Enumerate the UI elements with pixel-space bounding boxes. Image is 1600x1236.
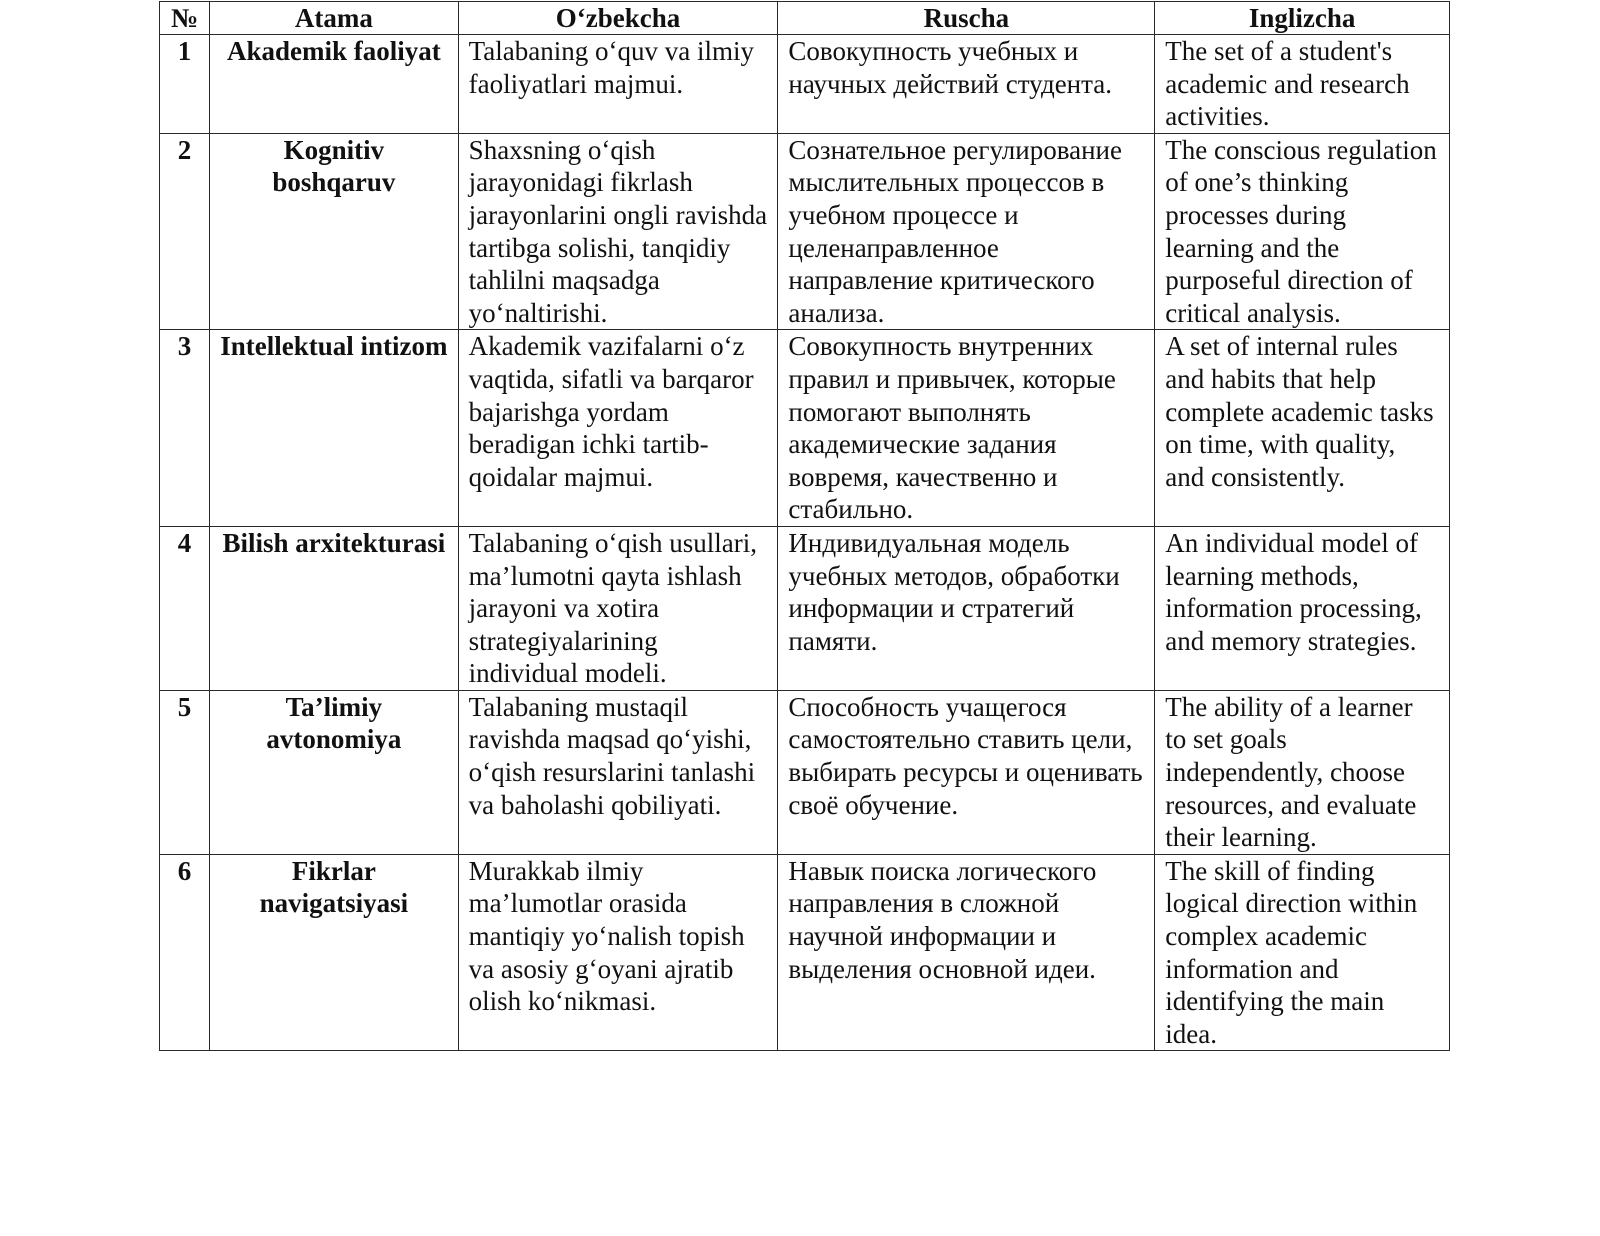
english-definition: A set of internal rules and habits that help complete academic tasks on time, with quality, and consistently. (1155, 330, 1450, 527)
russian-definition: Способность учащегося самостоятельно ставить цели, выбирать ресурсы и оценивать своё обучение. (778, 690, 1155, 854)
english-definition: An individual model of learning methods, information processing, and memory strategies. (1155, 526, 1450, 690)
term-cell: Fikrlar navigatsiyasi (210, 854, 459, 1051)
table-row (160, 526, 1450, 690)
header-number: № (160, 2, 210, 35)
russian-definition: Сознательное регулирование мыслительных процессов в учебном процессе и целенаправленное направление критического анализа. (778, 133, 1155, 330)
uzbek-definition: Talabaning o‘quv va ilmiy faoliyatlari majmui. (458, 35, 778, 134)
term-cell: Bilish arxitekturasi (210, 526, 459, 690)
uzbek-definition: Shaxsning o‘qish jarayonidagi fikrlash jarayonlarini ongli ravishda tartibga solishi, tanqidiy tahlilni maqsadga yo‘naltirishi. (458, 133, 778, 330)
uzbek-definition: Talabaning mustaqil ravishda maqsad qo‘yishi, o‘qish resurslarini tanlashi va baholashi qobiliyati. (458, 690, 778, 854)
table-header-row (160, 2, 1450, 35)
russian-definition: Навык поиска логического направления в сложной научной информации и выделения основной идеи. (778, 854, 1155, 1051)
term-cell: Ta’limiy avtonomiya (210, 690, 459, 854)
table-row (160, 35, 1450, 134)
table-row (160, 690, 1450, 854)
header-russian: Ruscha (778, 2, 1155, 35)
row-number: 2 (160, 133, 210, 330)
term-cell: Akademik faoliyat (210, 35, 459, 134)
row-number: 3 (160, 330, 210, 527)
term-cell: Intellektual intizom (210, 330, 459, 527)
row-number: 4 (160, 526, 210, 690)
english-definition: The conscious regulation of one’s thinking processes during learning and the purposeful direction of critical analysis. (1155, 133, 1450, 330)
row-number: 5 (160, 690, 210, 854)
english-definition: The ability of a learner to set goals independently, choose resources, and evaluate their learning. (1155, 690, 1450, 854)
glossary-table (159, 1, 1450, 1051)
row-number: 6 (160, 854, 210, 1051)
header-english: Inglizcha (1155, 2, 1450, 35)
english-definition: The set of a student's academic and research activities. (1155, 35, 1450, 134)
table-row (160, 133, 1450, 330)
uzbek-definition: Murakkab ilmiy ma’lumotlar orasida mantiqiy yo‘nalish topish va asosiy g‘oyani ajratib olish ko‘nikmasi. (458, 854, 778, 1051)
table-row (160, 854, 1450, 1051)
uzbek-definition: Talabaning o‘qish usullari, ma’lumotni qayta ishlash jarayoni va xotira strategiyalarining individual modeli. (458, 526, 778, 690)
row-number: 1 (160, 35, 210, 134)
russian-definition: Совокупность учебных и научных действий студента. (778, 35, 1155, 134)
russian-definition: Индивидуальная модель учебных методов, обработки информации и стратегий памяти. (778, 526, 1155, 690)
header-term: Atama (210, 2, 459, 35)
table-row (160, 330, 1450, 527)
uzbek-definition: Akademik vazifalarni o‘z vaqtida, sifatli va barqaror bajarishga yordam beradigan ichki tartib-qoidalar majmui. (458, 330, 778, 527)
english-definition: The skill of finding logical direction within complex academic information and identifying the main idea. (1155, 854, 1450, 1051)
term-cell: Kognitiv boshqaruv (210, 133, 459, 330)
russian-definition: Совокупность внутренних правил и привычек, которые помогают выполнять академические задания вовремя, качественно и стабильно. (778, 330, 1155, 527)
header-uzbek: O‘zbekcha (458, 2, 778, 35)
